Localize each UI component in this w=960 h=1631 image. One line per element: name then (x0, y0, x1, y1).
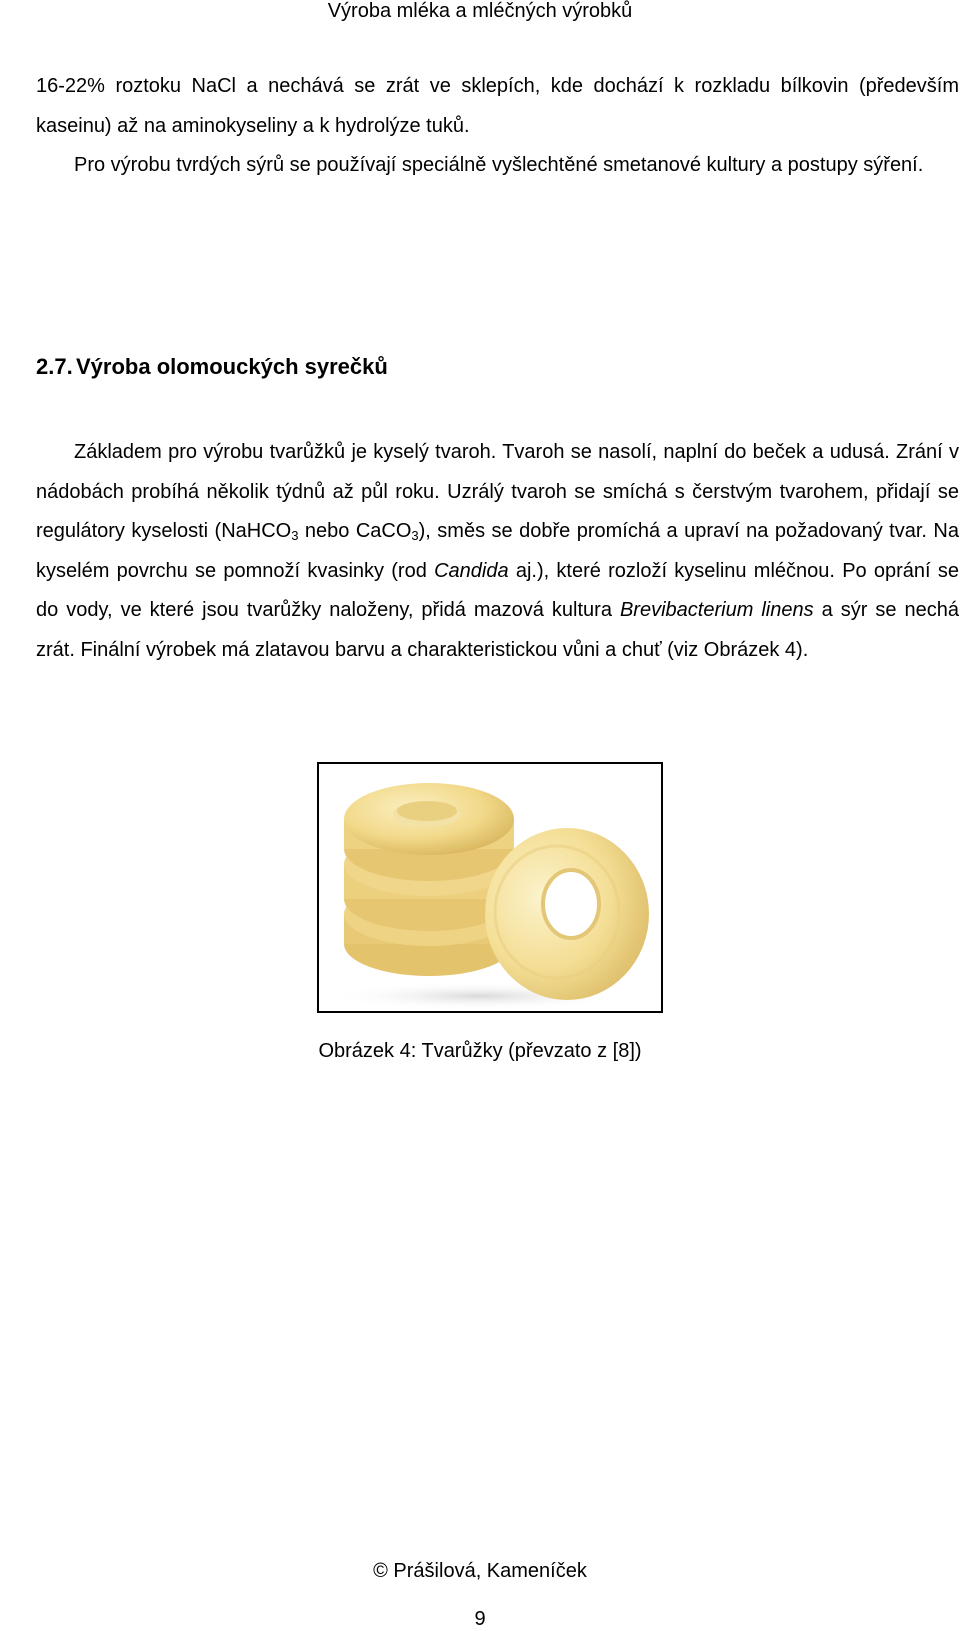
text-run: nebo CaCO (298, 520, 412, 542)
footer-copyright: © Prášilová, Kameníček (373, 1560, 587, 1582)
page-number: 9 (474, 1608, 486, 1630)
running-header: Výroba mléka a mléčných výrobků (327, 0, 633, 22)
text-run: ), směs se dobře promíchá a upraví na požadovaný tvar. Na kyselém povrchu se pomnoží kvasinky (rod (36, 520, 959, 582)
figure-tvaruzky-photo (317, 762, 663, 1013)
text-run: aj.), které rozloží kyselinu mléčnou. Po oprání se do vody, ve které jsou tvarůžky naloženy, přidá mazová kultura (36, 559, 959, 621)
paragraph-salt: 16-22% roztoku NaCl a nechává se zrát ve sklepích, kde dochází k rozkladu bílkovin (především kaseinu) až na aminokyseliny a k hydrolýze tuků. (36, 75, 959, 137)
section-title: Výroba olomouckých syrečků (76, 354, 388, 379)
italic-text: Brevibacterium linens (619, 599, 814, 621)
paragraph-intro (36, 67, 959, 186)
cheese-illustration (319, 764, 661, 1011)
text-run: a sýr se nechá zrát. Finální výrobek má zlatavou barvu a charakteristickou vůni a chuť (viz Obrázek 4). (36, 599, 960, 661)
section-number: 2.7. (36, 354, 73, 379)
section-heading (36, 352, 388, 382)
subscript: 3 (291, 528, 299, 543)
paragraph-production (36, 433, 959, 670)
text-run: Základem pro výrobu tvarůžků je kyselý tvaroh. Tvaroh se nasolí, naplní do beček a udusá. Zrání v nádobách probíhá několik týdnů až půl roku. Uzrálý tvaroh se smíchá s čerstvým tvarohem, přidají se regulátory kyselosti (NaHCO (36, 441, 959, 542)
paragraph-syrecky (36, 433, 959, 670)
subscript: 3 (411, 528, 419, 543)
figure-caption: Obrázek 4: Tvarůžky (převzato z [8]) (318, 1040, 642, 1062)
paragraph-hard-cheese: Pro výrobu tvrdých sýrů se používají speciálně vyšlechtěné smetanové kultury a postupy sýření. (74, 154, 924, 176)
italic-text: Candida (434, 559, 509, 582)
